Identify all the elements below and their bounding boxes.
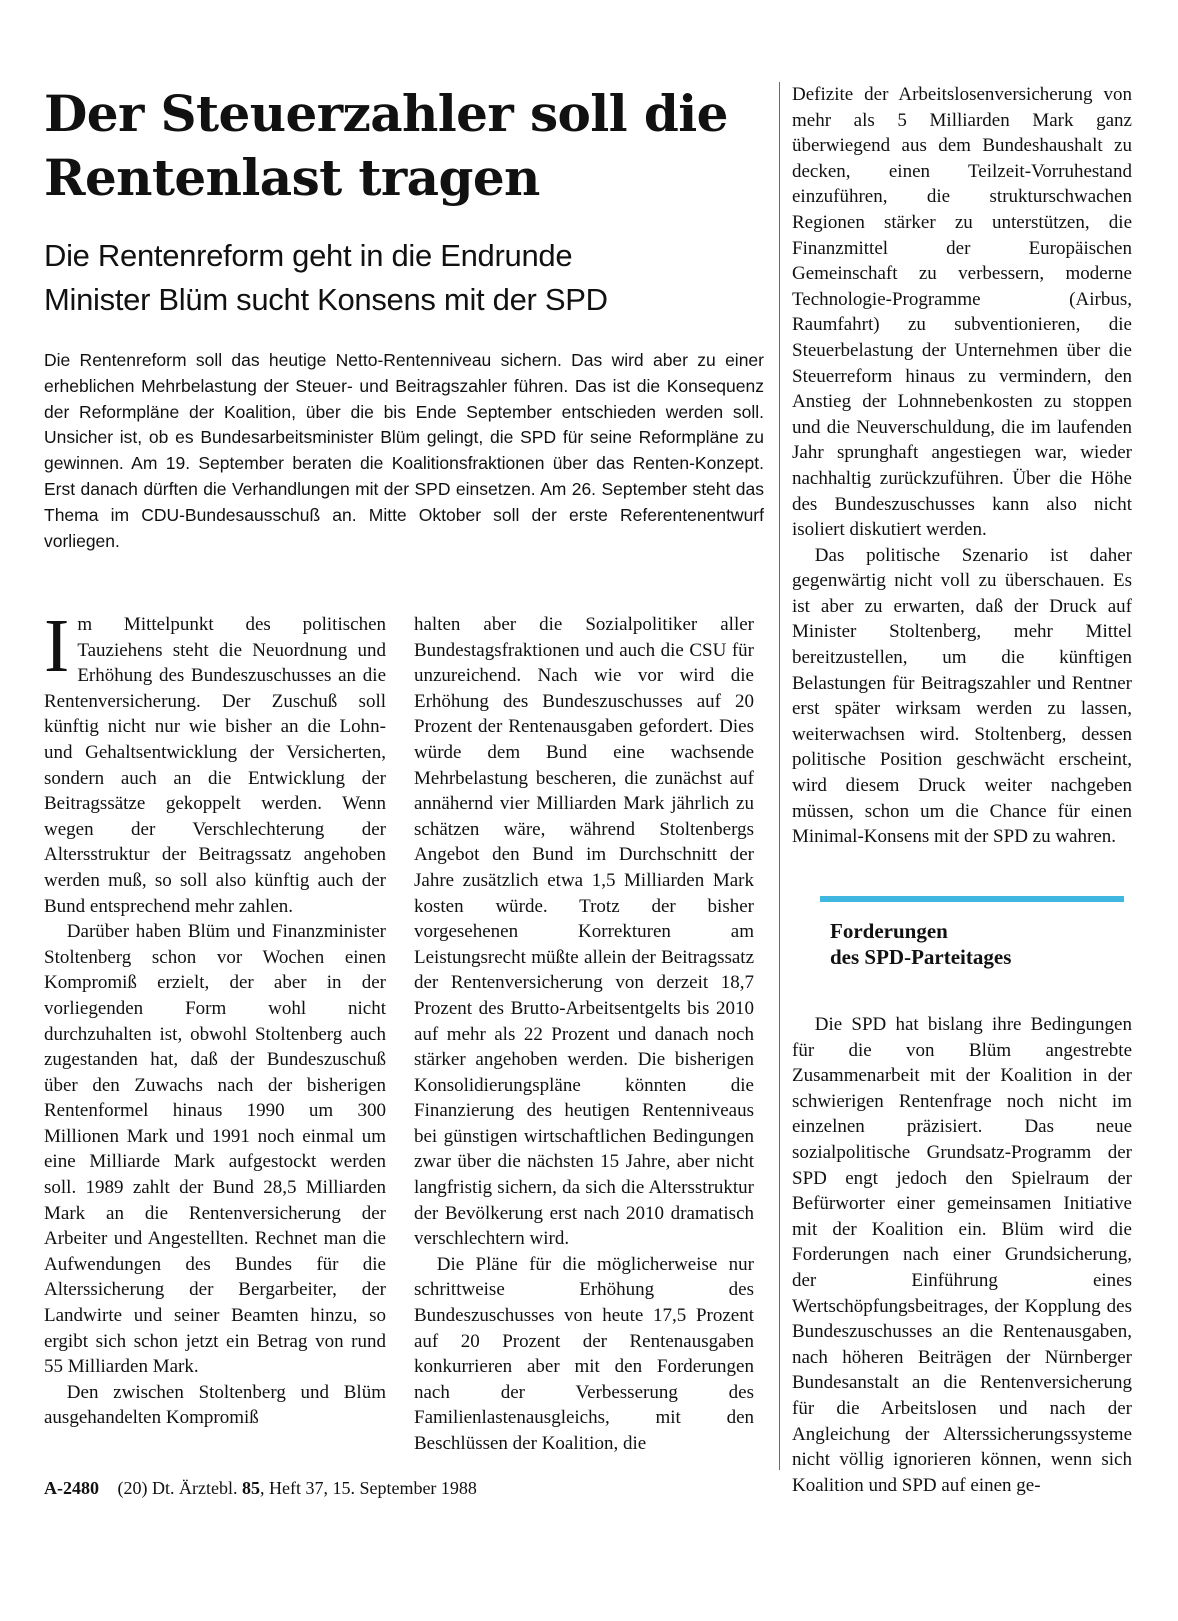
page-number: A-2480	[44, 1478, 99, 1498]
sidebar-box-heading	[830, 918, 1120, 970]
journal-citation: (20) Dt. Ärztebl.	[117, 1478, 238, 1498]
drop-cap: I	[44, 604, 70, 688]
sidebar-box-body	[792, 1012, 1132, 1496]
sidebar-box-heading-line-1: Forderungen	[830, 919, 948, 943]
body-paragraph: Die Pläne für die möglicherweise nur schrittweise Erhöhung des Bundeszuschusses von heute 17,5 Prozent auf 20 Prozent der Rentenausgaben konkurrieren aber mit den Forderungen nach der Verbesserung des Familienlastenausgleichs, mit den Beschlüssen der Koalition, die	[414, 1253, 754, 1454]
lead-paragraph: Die Rentenreform soll das heutige Netto-Rentenniveau sichern. Das wird aber zu einer erheblichen Mehrbelastung der Steuer- und Beitragszahler führen. Das ist die Konsequenz der Reformpläne der Koalition, über die bis Ende September entschieden werden soll. Unsicher ist, ob es Bundesarbeitsminister Blüm gelingt, die SPD für seine Reformpläne zu gewinnen. Am 19. September beraten die Koalitionsfraktionen über das Renten-Konzept. Erst danach dürften die Verhandlungen mit der SPD einsetzen. Am 26. September steht das Thema im CDU-Bundesausschuß an. Mitte Oktober soll der erste Referentenentwurf vorliegen.	[44, 350, 764, 551]
subheadline	[44, 234, 760, 322]
subheadline-line-1: Die Rentenreform geht in die Endrunde	[44, 238, 573, 273]
body-text: m Mittelpunkt des politischen Tauziehens steht die Neuordnung und Erhöhung des Bundeszuschusses an die Rentenversicherung. Der Zuschuß soll künftig nicht nur wie bisher an die Lohn- und Gehaltsentwicklung der Versicherten, sondern auch an die Entwicklung der Beitragssätze gekoppelt werden. Wenn wegen der Verschlechterung der Altersstruktur der Beitragssatz angehoben werden muß, so soll also künftig auch der Bund entsprechend mehr zahlen.	[44, 614, 386, 917]
journal-issue-date: , Heft 37, 15. September 1988	[259, 1478, 477, 1498]
body-paragraph: Defizite der Arbeitslosenversicherung von mehr als 5 Milliarden Mark ganz überwiegend aus dem Bundeshaushalt zu decken, einen Teilzeit-Vorruhestand einzuführen, die strukturschwachen Regionen stärker zu unterstützen, die Finanzmittel der Europäischen Gemeinschaft zu verbessern, moderne Technologie-Programme (Airbus, Raumfahrt) zu subventionieren, die Steuerbelastung der Unternehmen über die Steuerreform hinaus zu vermindern, den Anstieg der Lohnnebenkosten zu stoppen und die Neuverschuldung, die im laufenden Jahr sprunghaft angestiegen war, wieder nachhaltig zurückzuführen. Über die Höhe des Bundeszuschusses kann also nicht isoliert diskutiert werden.	[792, 84, 1132, 541]
body-column-1	[44, 604, 386, 1472]
body-paragraph: Das politische Szenario ist daher gegenwärtig nicht voll zu überschauen. Es ist aber zu erwarten, daß der Druck auf Minister Stoltenberg, mehr Mittel bereitzustellen, um die künftigen Belastungen für Beitragszahler und Rentner erst später wirksam werden zu lassen, weiterwachsen wird. Stoltenberg, dessen politische Position geschwächt erscheint, wird diesem Druck weiter nachgeben müssen, schon um die Chance für einen Minimal-Konsens mit der SPD zu wahren.	[792, 544, 1132, 848]
sidebar-box-heading-line-2: des SPD-Parteitages	[830, 945, 1012, 969]
subheadline-line-2: Minister Blüm sucht Konsens mit der SPD	[44, 282, 608, 317]
headline: Der Steuerzahler soll die Rentenlast tragen	[44, 84, 728, 207]
body-paragraph: Darüber haben Blüm und Finanzminister Stoltenberg schon vor Wochen einen Kompromiß erzielt, der aber in der vorliegenden Form wohl nicht durchzuhalten ist, obwohl Stoltenberg auch zugestanden hat, daß der Bundeszuschuß über den Zuwachs nach der bisherigen Rentenformel hinaus 1990 um 300 Millionen Mark und 1991 noch einmal um eine Milliarde Mark aufgestockt werden soll. 1989 zahlt der Bund 28,5 Milliarden Mark an die Rentenversicherung der Arbeiter und Angestellten. Rechnet man die Aufwendungen des Bundes für die Alterssicherung der Bergarbeiter, der Landwirte und seiner Beamten hinzu, so ergibt sich schon jetzt ein Betrag von rund 55 Milliarden Mark.	[44, 921, 386, 1378]
body-paragraph: halten aber die Sozialpolitiker aller Bundestagsfraktionen und auch die CSU für unzureichend. Nach wie vor wird die Erhöhung des Bundeszuschusses auf 20 Prozent der Rentenausgaben gefordert. Dies würde dem Bund eine wachsende Mehrbelastung bescheren, die zunächst auf annähernd vier Milliarden Mark jährlich zu schätzen wäre, während Stoltenbergs Angebot den Bund im Durchschnitt der Jahre zusätzlich etwa 1,5 Milliarden Mark kosten würde. Trotz der bisher vorgesehenen Korrekturen am Leistungsrecht müßte allein der Beitragssatz der Rentenversicherung von derzeit 18,7 Prozent des Brutto-Arbeitsentgelts bis 2010 auf mehr als 22 Prozent und danach noch stärker angehoben werden. Die bisherigen Konsolidierungspläne könnten die Finanzierung des heutigen Rentenniveaus bei günstigen wirtschaftlichen Bedingungen zwar über die nächsten 15 Jahre, aber nicht langfristig sichern, da sich die Altersstruktur der Bevölkerung erst nach 2010 dramatisch verschlechtern wird.	[414, 614, 754, 1250]
body-column-3	[792, 82, 1132, 862]
body-paragraph: Den zwischen Stoltenberg und Blüm ausgehandelten Kompromiß	[44, 1381, 386, 1429]
body-column-2	[414, 612, 754, 1472]
page-footer	[44, 1476, 744, 1500]
sidebar-box-paragraph: Die SPD hat bislang ihre Bedingungen für die von Blüm angestrebte Zusammenarbeit mit der Koalition in der schwierigen Rentenfrage noch nicht im einzelnen präzisiert. Das neue sozialpolitische Grundsatz-Programm der SPD engt jedoch den Spielraum der Befürworter einer gemeinsamen Initiative mit der Koalition ein. Blüm wird die Forderungen nach einer Grundsicherung, der Einführung eines Wertschöpfungsbeitrages, der Kopplung des Bundeszuschusses an die Rentenausgaben, nach höheren Beiträgen der Nürnberger Bundesanstalt an die Rentenversicherung für die Arbeitslosen und nach der Angleichung der Alterssicherungssysteme nicht völlig ignorieren können, wenn sich Koalition und SPD auf einen ge-	[792, 1014, 1132, 1496]
column-divider	[779, 82, 780, 1470]
body-paragraph	[44, 604, 386, 919]
journal-volume: 85	[241, 1478, 260, 1498]
sidebar-box-accent-bar	[820, 896, 1124, 902]
